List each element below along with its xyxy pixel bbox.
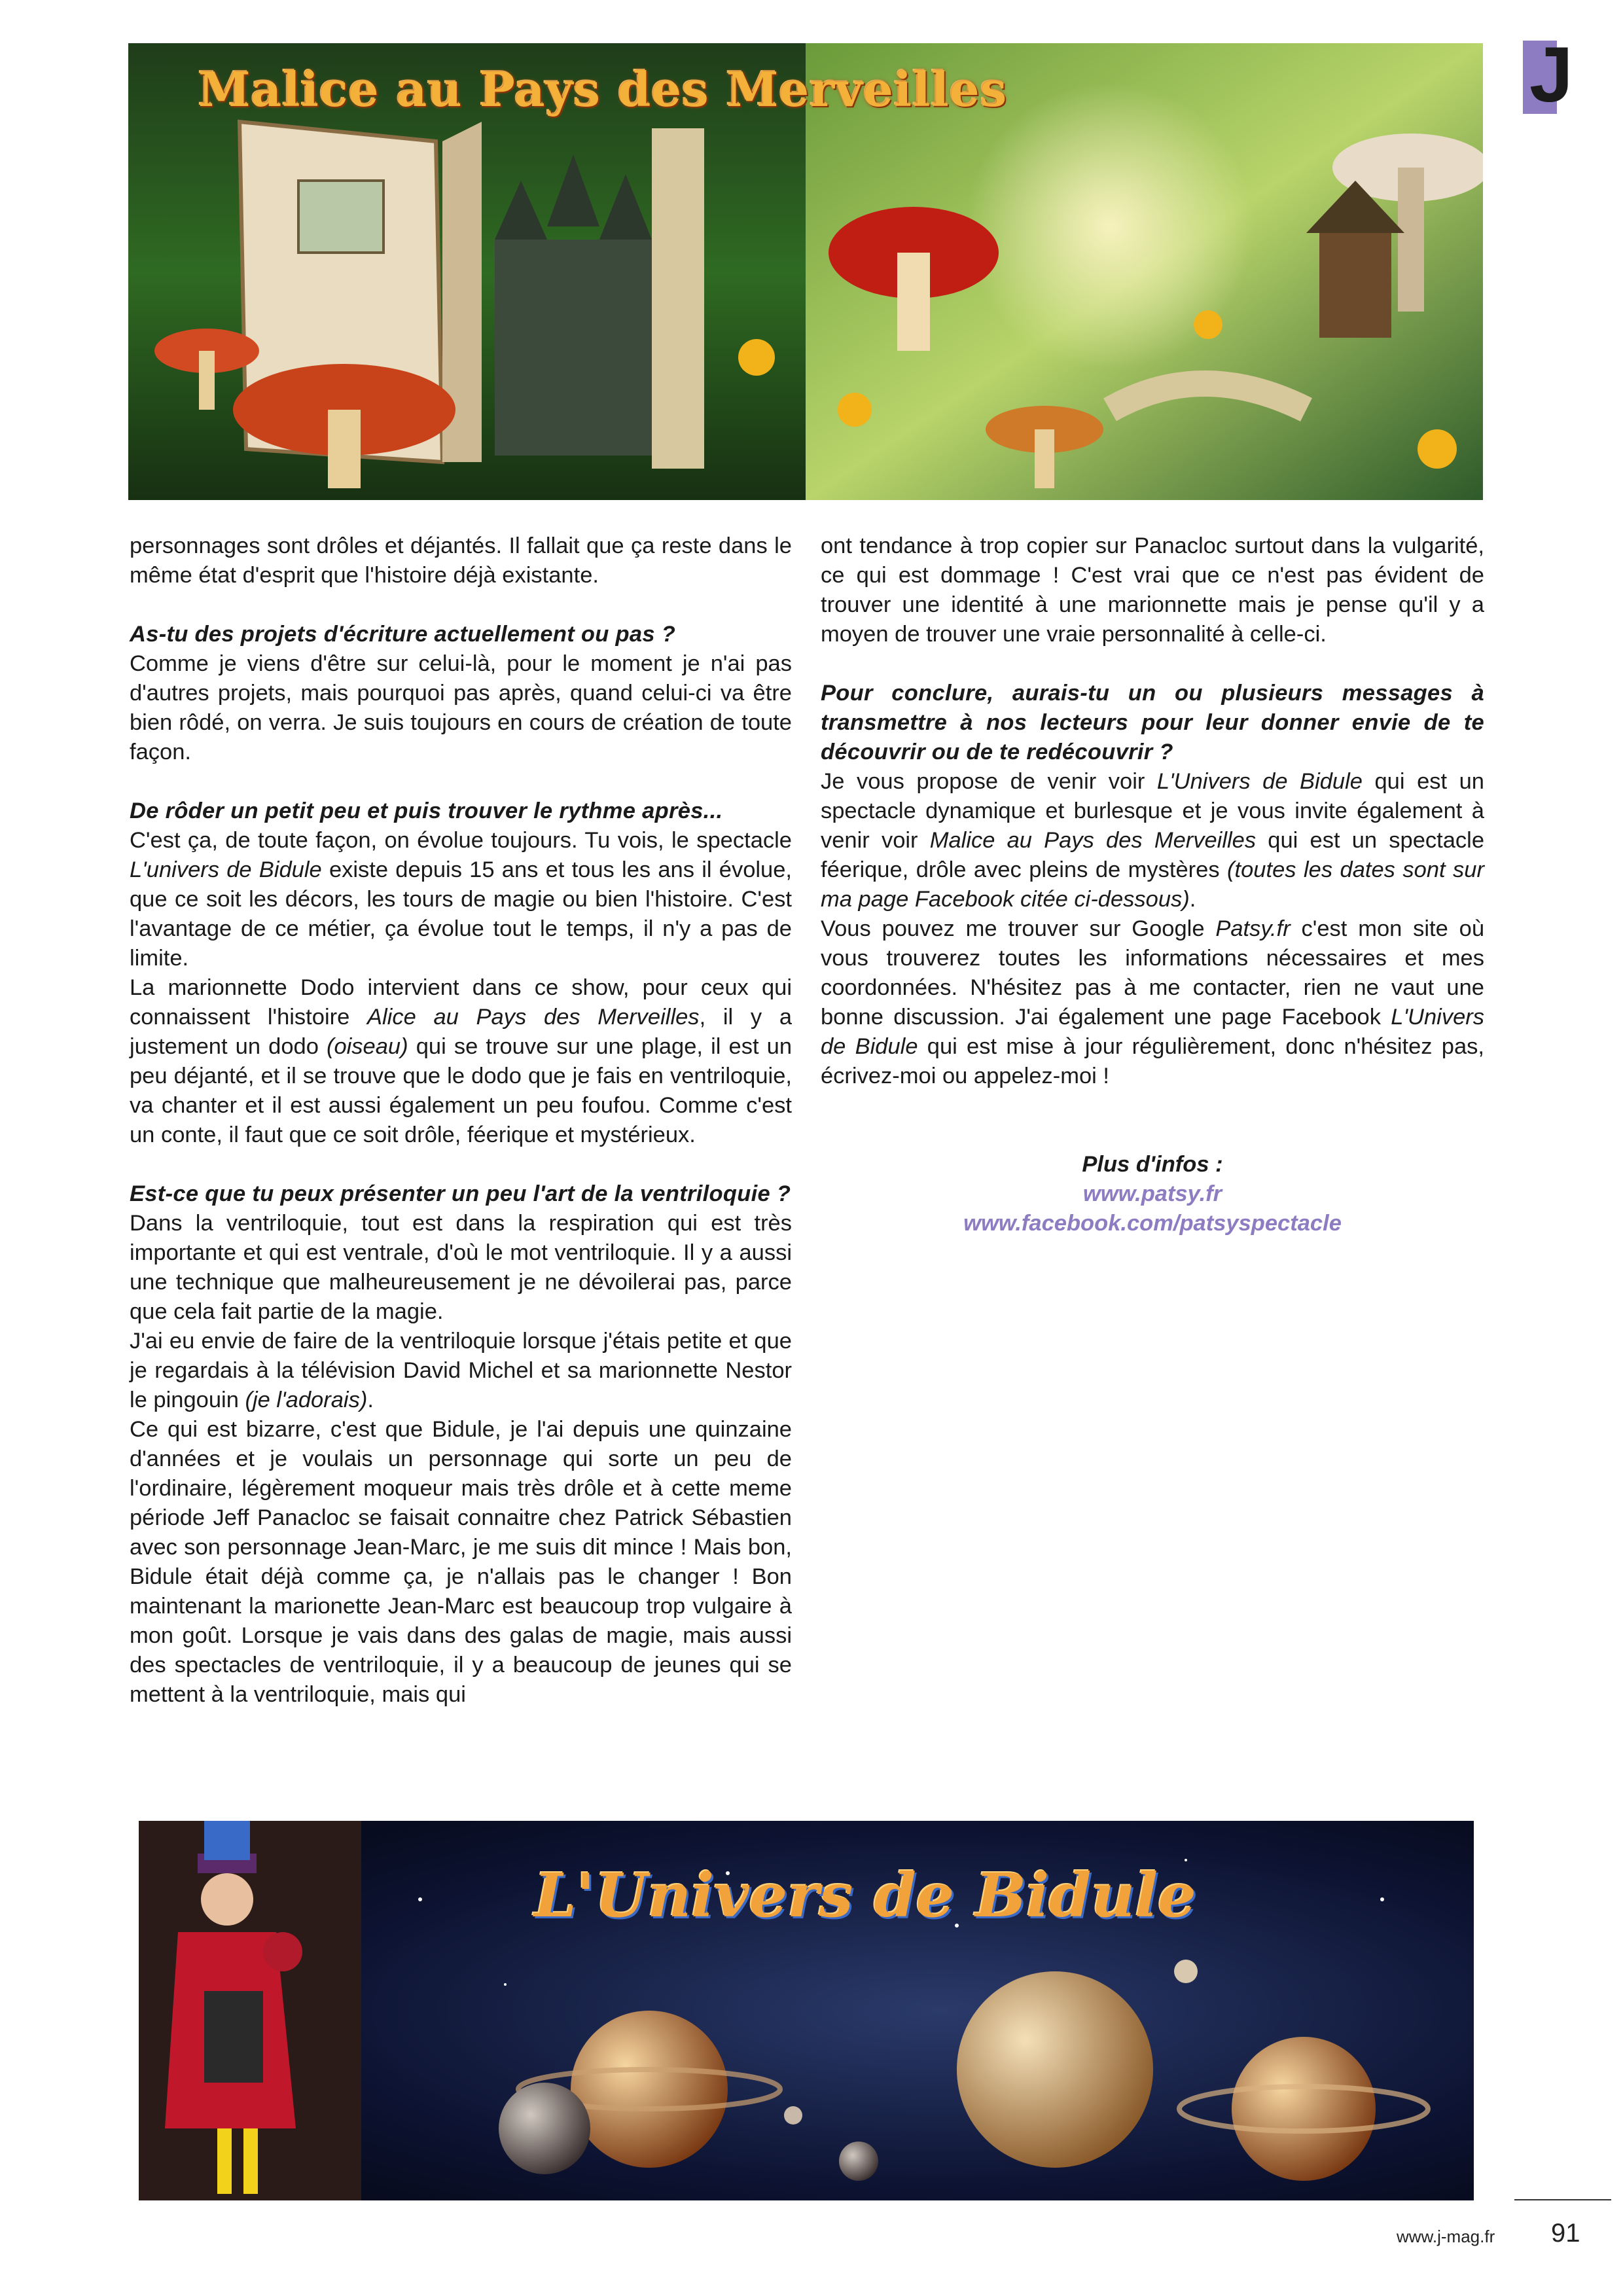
page-number: 91 [1551, 2219, 1580, 2248]
more-info-label: Plus d'infos : [1082, 1152, 1223, 1177]
left-column [130, 531, 792, 1710]
interview-question: Pour conclure, aurais-tu un ou plusieurs messages à transmettre à nos lecteurs pour leur donner envie de te découvrir ou de te redécouvrir ? [821, 681, 1484, 764]
website-link[interactable]: www.patsy.fr [1082, 1181, 1222, 1206]
facebook-link[interactable]: www.facebook.com/patsyspectacle [963, 1211, 1342, 1236]
top-banner-title: Malice au Pays des Merveilles [198, 62, 1008, 117]
section-tab [1523, 31, 1577, 118]
show-title: L'Univers de Bidule [821, 1005, 1484, 1059]
footer-website[interactable]: www.j-mag.fr [1397, 2227, 1495, 2246]
interview-question: Est-ce que tu peux présenter un peu l'art de la ventriloquie ? [130, 1181, 791, 1206]
paragraph: Vous pouvez me trouver sur Google Patsy.fr c'est mon site où vous trouverez toutes les informations nécessaires et mes coordonnées. N'hésitez pas à me contacter, rien ne vaut une bonne discussion. J'ai également une page Facebook L'Univers de Bidule qui est mise à jour régulièrement, donc n'hésitez pas, écrivez-moi ou appelez-moi ! [821, 916, 1484, 1088]
paragraph: ont tendance à trop copier sur Panacloc surtout dans la vulgarité, ce qui est dommage ! C'est vrai que ce n'est pas évident de trouver une identité à une marionnette mais je pense qu'il y a moyen de trouver une vraie personnalité à celle-ci. [821, 533, 1484, 647]
paragraph: J'ai eu envie de faire de la ventriloquie lorsque j'étais petite et que je regardais à la télévision David Michel et sa marionnette Nestor le pingouin (je l'adorais). [130, 1329, 792, 1412]
right-column [821, 531, 1484, 1238]
bottom-banner [139, 1821, 1474, 2200]
interview-question: As-tu des projets d'écriture actuellement ou pas ? [130, 622, 676, 647]
top-banner [128, 43, 1483, 500]
paragraph: La marionnette Dodo intervient dans ce show, pour ceux qui connaissent l'histoire Alice au Pays des Merveilles, il y a justement un dodo (oiseau) qui se trouve sur une plage, il est un peu déjanté, et il se trouve que le dodo que je fais en ventriloquie, va chanter et il est aussi également un peu foufou. Comme c'est un conte, il faut que ce soit drôle, féerique et mystérieux. [130, 975, 793, 1147]
more-info [821, 1150, 1484, 1238]
paragraph: Ce qui est bizarre, c'est que Bidule, je l'ai depuis une quinzaine d'années et je voulais un personnage qui sorte un peu de l'ordinaire, légèrement moqueur mais très drôle et à cette meme période Jeff Panacloc se faisait connaitre chez Patrick Sébastien avec son personnage Jean-Marc, je me suis dit mince ! Mais bon, Bidule était déjà comme ça, je n'allais pas le changer ! Bon maintenant la marionette Jean-Marc est beaucoup trop vulgaire à mon goût. Lorsque je vais dans des galas de magie, mais aussi des spectacles de ventriloquie, il y a beaucoup de jeunes qui se mettent à la ventriloquie, mais qui [130, 1417, 792, 1707]
show-title: L'Univers de Bidule [1156, 769, 1363, 794]
show-title: L'univers de Bidule [130, 857, 322, 882]
paragraph: Je vous propose de venir voir L'Univers de Bidule qui est un spectacle dynamique et burlesque et je vous invite également à venir voir Malice au Pays des Merveilles qui est un spectacle féerique, drôle avec pleins de mystères (toutes les dates sont sur ma page Facebook citée ci-dessous). [821, 769, 1485, 912]
paragraph: Dans la ventriloquie, tout est dans la respiration qui est très importante et qui est ventrale, d'où le mot ventriloquie. Il y a aussi une technique que malheureusement je ne dévoilerai pas, parce que cela fait partie de la magie. [130, 1211, 792, 1324]
section-tab-letter: J [1529, 31, 1573, 118]
paragraph: personnages sont drôles et déjantés. Il fallait que ça reste dans le même état d'esprit que l'histoire déjà existante. [130, 533, 792, 588]
footer-divider [1514, 2199, 1611, 2200]
show-title: Malice au Pays des Merveilles [929, 828, 1257, 853]
paragraph: C'est ça, de toute façon, on évolue toujours. Tu vois, le spectacle L'univers de Bidule existe depuis 15 ans et tous les ans il évolue, que ce soit les décors, les tours de magie ou bien l'histoire. C'est l'avantage de ce métier, ça évolue tout le temps, il n'y a pas de limite. [130, 828, 792, 971]
interview-question: De rôder un petit peu et puis trouver le rythme après... [130, 798, 723, 823]
bottom-banner-title: L'Univers de Bidule [534, 1860, 1196, 1931]
book-title: Alice au Pays des Merveilles [367, 1005, 700, 1030]
paragraph: Comme je viens d'être sur celui-là, pour le moment je n'ai pas d'autres projets, mais pourquoi pas après, quand celui-ci va être bien rôdé, on verra. Je suis toujours en cours de création de toute façon. [130, 651, 792, 764]
